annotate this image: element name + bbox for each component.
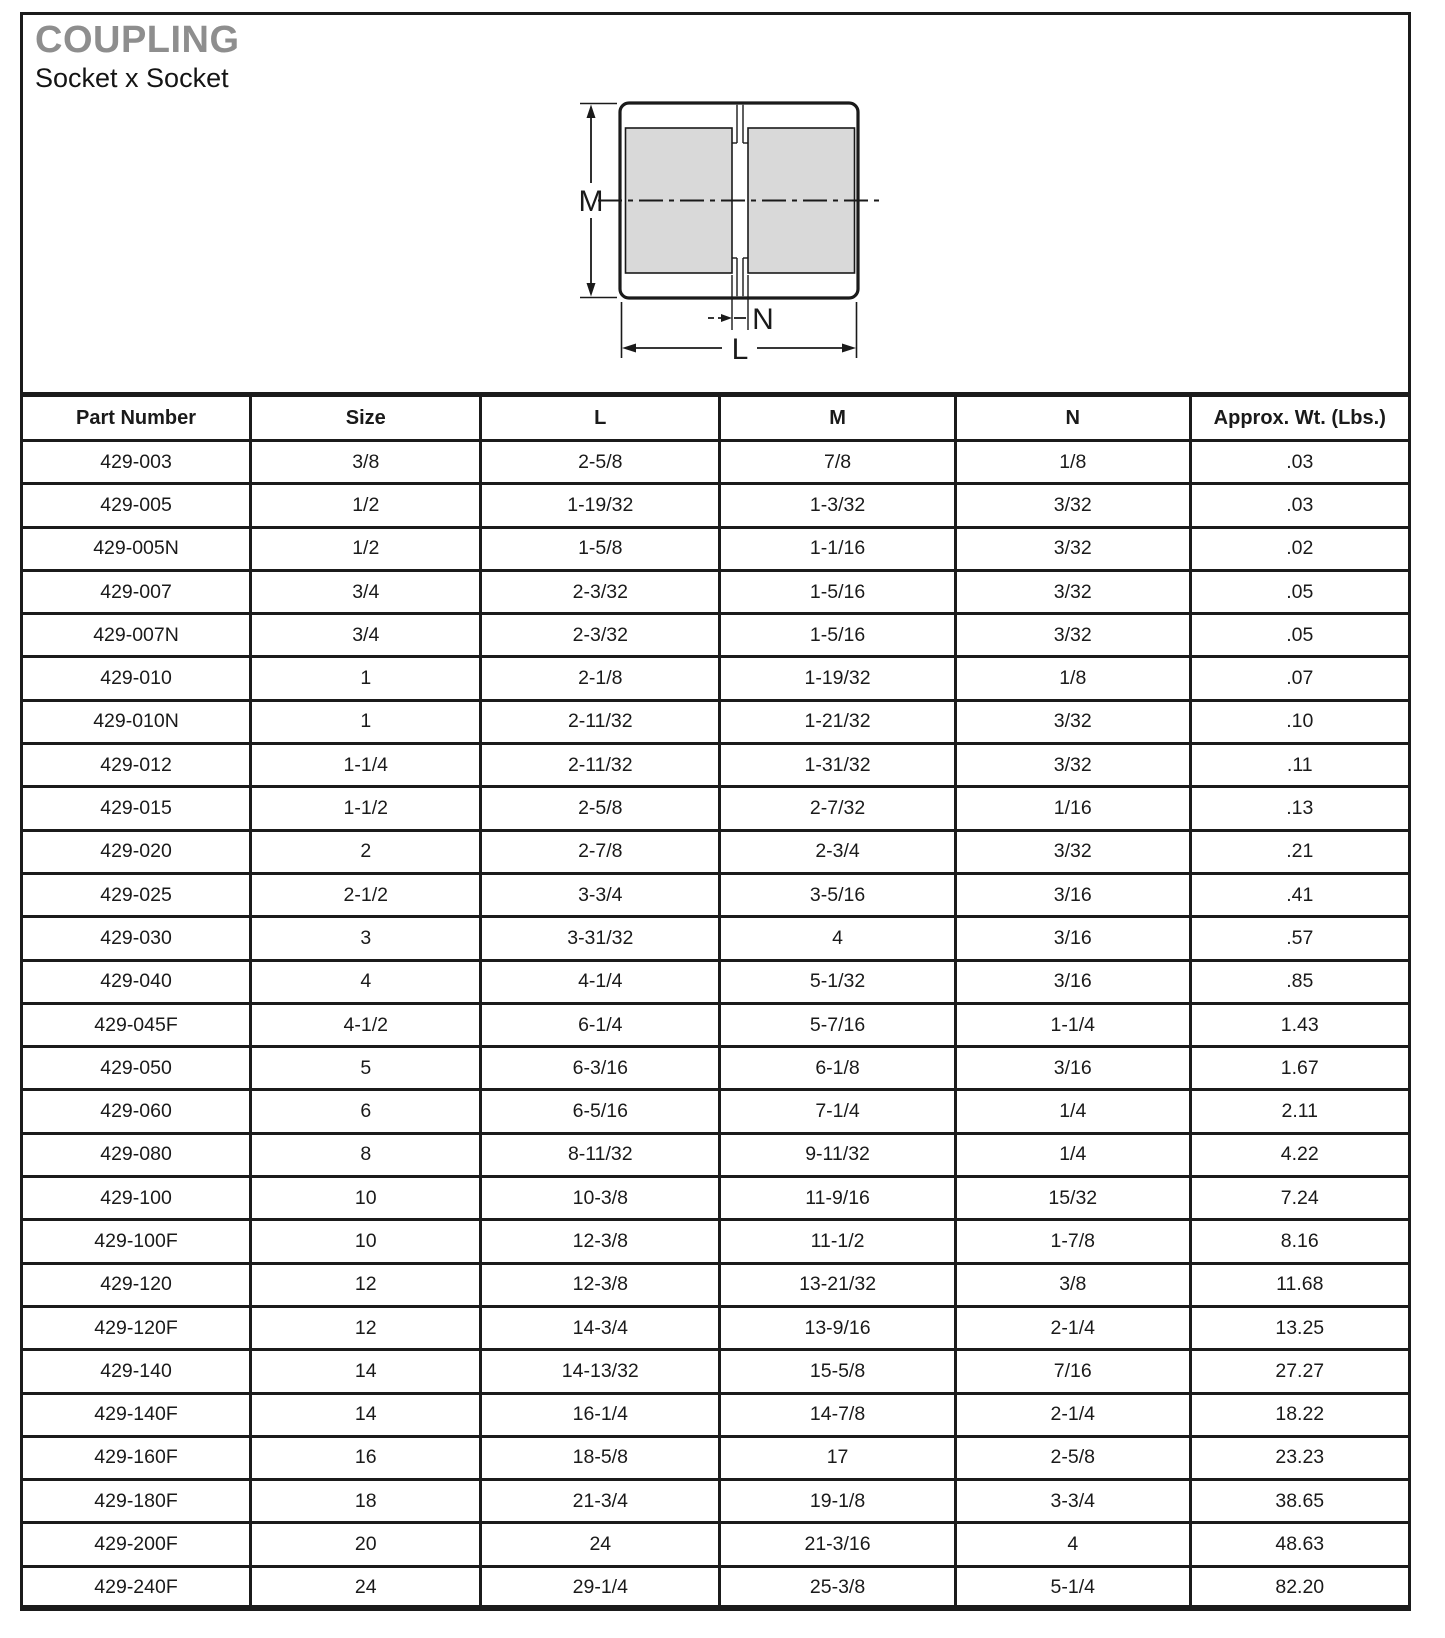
table-cell: 9-11/32 [720, 1133, 956, 1176]
table-cell: 429-100F [22, 1220, 251, 1263]
table-cell: 429-120 [22, 1263, 251, 1306]
coupling-table-body [22, 441, 1410, 1610]
table-cell: 12-3/8 [481, 1220, 720, 1263]
table-cell: 10 [251, 1177, 481, 1220]
table-cell: .02 [1190, 527, 1409, 570]
table-cell: 1.43 [1190, 1003, 1409, 1046]
table-cell: 3/32 [956, 527, 1191, 570]
table-cell: 14-3/4 [481, 1306, 720, 1349]
table-cell: 6-3/16 [481, 1047, 720, 1090]
table-cell: 3-3/4 [481, 873, 720, 916]
table-cell: 429-140 [22, 1350, 251, 1393]
table-cell: 1/4 [956, 1090, 1191, 1133]
table-cell: 1-5/16 [720, 570, 956, 613]
table-row [22, 1306, 1410, 1349]
table-row [22, 570, 1410, 613]
table-cell: 1-1/16 [720, 527, 956, 570]
table-cell: 3/16 [956, 1047, 1191, 1090]
table-cell: 1/8 [956, 441, 1191, 484]
table-row [22, 1523, 1410, 1566]
table-cell: 29-1/4 [481, 1566, 720, 1609]
table-cell: 1-19/32 [720, 657, 956, 700]
table-row [22, 1263, 1410, 1306]
table-cell: 1-1/2 [251, 787, 481, 830]
table-row [22, 1480, 1410, 1523]
table-cell: 6-1/4 [481, 1003, 720, 1046]
table-cell: 13-21/32 [720, 1263, 956, 1306]
table-row [22, 960, 1410, 1003]
table-row [22, 527, 1410, 570]
table-cell: .85 [1190, 960, 1409, 1003]
table-row [22, 1177, 1410, 1220]
table-row [22, 744, 1410, 787]
table-cell: 2-1/8 [481, 657, 720, 700]
table-cell: 2-3/32 [481, 570, 720, 613]
table-cell: 429-160F [22, 1436, 251, 1479]
table-cell: .05 [1190, 570, 1409, 613]
column-header: N [956, 395, 1191, 441]
table-cell: 1/16 [956, 787, 1191, 830]
table-cell: 1-31/32 [720, 744, 956, 787]
column-header: Size [251, 395, 481, 441]
table-cell: 429-060 [22, 1090, 251, 1133]
table-cell: 2-7/8 [481, 830, 720, 873]
table-cell: 429-120F [22, 1306, 251, 1349]
table-cell: .41 [1190, 873, 1409, 916]
table-cell: 3-5/16 [720, 873, 956, 916]
table-cell: 17 [720, 1436, 956, 1479]
table-cell: 11-9/16 [720, 1177, 956, 1220]
table-cell: 12-3/8 [481, 1263, 720, 1306]
table-cell: 14 [251, 1350, 481, 1393]
table-cell: 3/8 [251, 441, 481, 484]
table-cell: 2-7/32 [720, 787, 956, 830]
table-cell: 3-31/32 [481, 917, 720, 960]
table-cell: 429-020 [22, 830, 251, 873]
dimension-l-label: L [731, 333, 749, 366]
table-cell: .05 [1190, 614, 1409, 657]
table-cell: 429-200F [22, 1523, 251, 1566]
table-cell: 18.22 [1190, 1393, 1409, 1436]
table-cell: 82.20 [1190, 1566, 1409, 1609]
dimension-m-label: M [578, 185, 604, 218]
table-cell: 3/32 [956, 830, 1191, 873]
table-cell: 6-1/8 [720, 1047, 956, 1090]
table-cell: 429-012 [22, 744, 251, 787]
table-cell: 429-005 [22, 484, 251, 527]
table-cell: 3/8 [956, 1263, 1191, 1306]
table-cell: 1-5/8 [481, 527, 720, 570]
table-cell: 429-240F [22, 1566, 251, 1609]
table-cell: 21-3/16 [720, 1523, 956, 1566]
coupling-diagram [555, 85, 895, 375]
table-cell: 1 [251, 657, 481, 700]
table-row [22, 441, 1410, 484]
table-row [22, 700, 1410, 743]
table-cell: 5-7/16 [720, 1003, 956, 1046]
table-cell: 25-3/8 [720, 1566, 956, 1609]
table-cell: 10 [251, 1220, 481, 1263]
table-cell: 7.24 [1190, 1177, 1409, 1220]
table-cell: .07 [1190, 657, 1409, 700]
table-cell: 2-11/32 [481, 744, 720, 787]
table-cell: 4.22 [1190, 1133, 1409, 1176]
table-cell: .57 [1190, 917, 1409, 960]
table-cell: .03 [1190, 441, 1409, 484]
table-row [22, 917, 1410, 960]
table-cell: 429-100 [22, 1177, 251, 1220]
table-cell: 8.16 [1190, 1220, 1409, 1263]
table-cell: 3/16 [956, 873, 1191, 916]
column-header: Part Number [22, 395, 251, 441]
table-cell: 2-3/32 [481, 614, 720, 657]
table-cell: 6 [251, 1090, 481, 1133]
table-cell: 429-007N [22, 614, 251, 657]
table-cell: 24 [251, 1566, 481, 1609]
table-row [22, 657, 1410, 700]
table-cell: 3/32 [956, 484, 1191, 527]
column-header: M [720, 395, 956, 441]
table-cell: 429-030 [22, 917, 251, 960]
table-cell: 4 [720, 917, 956, 960]
table-row [22, 1003, 1410, 1046]
table-cell: .03 [1190, 484, 1409, 527]
table-cell: 8-11/32 [481, 1133, 720, 1176]
table-cell: 429-015 [22, 787, 251, 830]
table-cell: 7-1/4 [720, 1090, 956, 1133]
table-cell: 6-5/16 [481, 1090, 720, 1133]
table-cell: 429-010N [22, 700, 251, 743]
table-cell: 12 [251, 1306, 481, 1349]
table-header [22, 395, 1410, 441]
table-cell: 7/16 [956, 1350, 1191, 1393]
table-cell: 27.27 [1190, 1350, 1409, 1393]
table-cell: 48.63 [1190, 1523, 1409, 1566]
table-cell: 14 [251, 1393, 481, 1436]
table-cell: 14-7/8 [720, 1393, 956, 1436]
table-header-row [22, 395, 1410, 441]
table-cell: 23.23 [1190, 1436, 1409, 1479]
table-cell: 18-5/8 [481, 1436, 720, 1479]
table-row [22, 1090, 1410, 1133]
dimension-n-label: N [752, 303, 774, 336]
page-title: COUPLING [35, 19, 240, 61]
table-row [22, 1133, 1410, 1176]
column-header: Approx. Wt. (Lbs.) [1190, 395, 1409, 441]
table-cell: 1-1/4 [251, 744, 481, 787]
table-cell: 429-003 [22, 441, 251, 484]
table-cell: 429-040 [22, 960, 251, 1003]
table-row [22, 830, 1410, 873]
table-cell: 1/4 [956, 1133, 1191, 1176]
table-cell: 24 [481, 1523, 720, 1566]
table-cell: 8 [251, 1133, 481, 1176]
table-cell: 7/8 [720, 441, 956, 484]
table-cell: 4-1/2 [251, 1003, 481, 1046]
table-cell: 2-5/8 [956, 1436, 1191, 1479]
table-cell: 3/4 [251, 570, 481, 613]
coupling-spec-table [20, 392, 1411, 1611]
table-cell: 3/32 [956, 700, 1191, 743]
table-cell: 1.67 [1190, 1047, 1409, 1090]
table-row [22, 1350, 1410, 1393]
table-cell: 13.25 [1190, 1306, 1409, 1349]
table-row [22, 1047, 1410, 1090]
table-cell: 3/16 [956, 960, 1191, 1003]
table-row [22, 1220, 1410, 1263]
table-cell: 16-1/4 [481, 1393, 720, 1436]
table-cell: 3/32 [956, 744, 1191, 787]
table-cell: .13 [1190, 787, 1409, 830]
table-cell: 4-1/4 [481, 960, 720, 1003]
table-cell: 15-5/8 [720, 1350, 956, 1393]
table-row [22, 873, 1410, 916]
table-cell: 3 [251, 917, 481, 960]
table-cell: 429-025 [22, 873, 251, 916]
table-cell: 10-3/8 [481, 1177, 720, 1220]
table-cell: 1/2 [251, 527, 481, 570]
table-cell: 13-9/16 [720, 1306, 956, 1349]
table-row [22, 1436, 1410, 1479]
table-cell: 16 [251, 1436, 481, 1479]
table-cell: 2-11/32 [481, 700, 720, 743]
table-cell: 1/2 [251, 484, 481, 527]
table-cell: 20 [251, 1523, 481, 1566]
table-cell: .10 [1190, 700, 1409, 743]
table-cell: .11 [1190, 744, 1409, 787]
table-cell: 2-1/4 [956, 1393, 1191, 1436]
table-cell: 429-007 [22, 570, 251, 613]
table-cell: 5 [251, 1047, 481, 1090]
table-cell: 429-010 [22, 657, 251, 700]
table-cell: 12 [251, 1263, 481, 1306]
table-cell: 2-1/2 [251, 873, 481, 916]
table-cell: 1-3/32 [720, 484, 956, 527]
table-cell: 4 [251, 960, 481, 1003]
table-cell: 3/32 [956, 614, 1191, 657]
table-cell: 4 [956, 1523, 1191, 1566]
table-cell: 429-080 [22, 1133, 251, 1176]
table-cell: 2 [251, 830, 481, 873]
table-cell: 429-180F [22, 1480, 251, 1523]
table-cell: 2.11 [1190, 1090, 1409, 1133]
table-cell: 1-1/4 [956, 1003, 1191, 1046]
table-cell: 1-7/8 [956, 1220, 1191, 1263]
table-cell: 14-13/32 [481, 1350, 720, 1393]
table-cell: 429-005N [22, 527, 251, 570]
table-cell: 1-5/16 [720, 614, 956, 657]
table-row [22, 1566, 1410, 1609]
column-header: L [481, 395, 720, 441]
page-frame [20, 12, 1411, 1608]
table-cell: 1-21/32 [720, 700, 956, 743]
title-block [35, 21, 240, 94]
table-cell: 5-1/4 [956, 1566, 1191, 1609]
table-cell: 429-140F [22, 1393, 251, 1436]
table-row [22, 614, 1410, 657]
table-cell: 5-1/32 [720, 960, 956, 1003]
table-cell: 3-3/4 [956, 1480, 1191, 1523]
table-cell: 1/8 [956, 657, 1191, 700]
table-cell: 1 [251, 700, 481, 743]
table-cell: 18 [251, 1480, 481, 1523]
table-row [22, 484, 1410, 527]
table-cell: 21-3/4 [481, 1480, 720, 1523]
table-cell: 15/32 [956, 1177, 1191, 1220]
table-cell: 38.65 [1190, 1480, 1409, 1523]
table-cell: 429-050 [22, 1047, 251, 1090]
table-cell: 2-5/8 [481, 787, 720, 830]
table-cell: .21 [1190, 830, 1409, 873]
table-cell: 2-3/4 [720, 830, 956, 873]
table-cell: 11.68 [1190, 1263, 1409, 1306]
table-cell: 1-19/32 [481, 484, 720, 527]
table-cell: 19-1/8 [720, 1480, 956, 1523]
table-cell: 2-5/8 [481, 441, 720, 484]
table-row [22, 1393, 1410, 1436]
table-cell: 429-045F [22, 1003, 251, 1046]
table-cell: 3/4 [251, 614, 481, 657]
table-cell: 11-1/2 [720, 1220, 956, 1263]
table-cell: 2-1/4 [956, 1306, 1191, 1349]
table-cell: 3/32 [956, 570, 1191, 613]
table-row [22, 787, 1410, 830]
table-cell: 3/16 [956, 917, 1191, 960]
page-subtitle: Socket x Socket [35, 62, 229, 93]
